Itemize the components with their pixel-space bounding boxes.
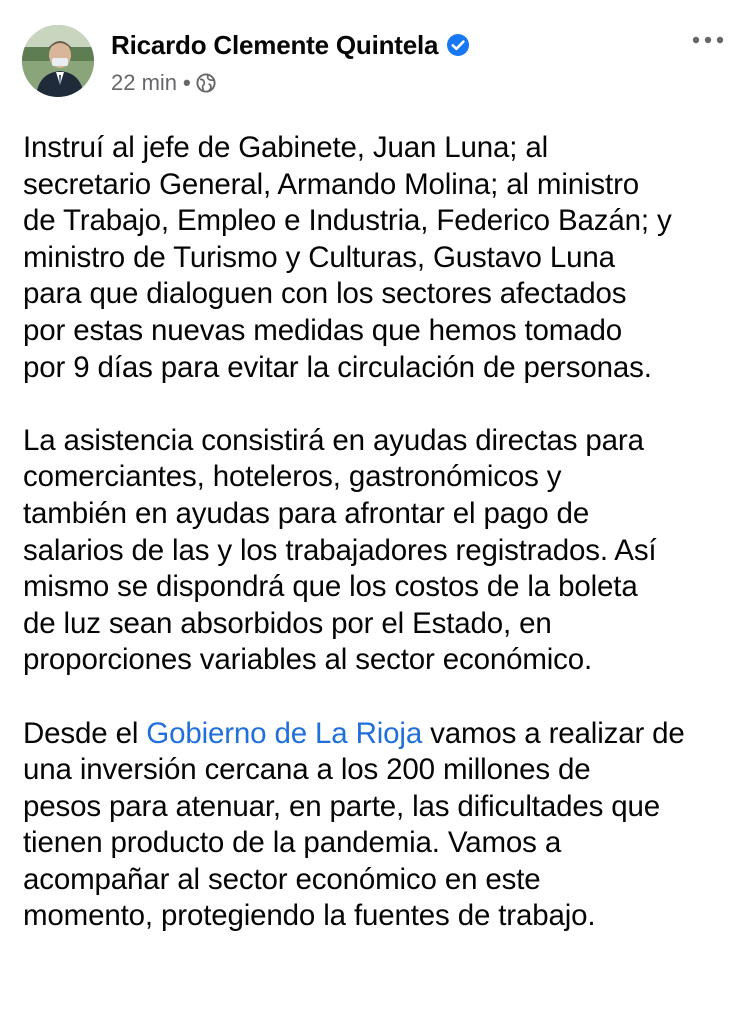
author-line xyxy=(111,28,470,62)
text-line: momento, protegiendo la fuentes de trabajo. xyxy=(23,899,596,933)
text-line: por estas nuevas medidas que hemos tomado xyxy=(23,313,622,347)
text-line: acompañar al sector económico en este xyxy=(23,862,541,896)
post-paragraph-2 xyxy=(23,423,738,679)
text-line: Instruí al jefe de Gabinete, Juan Luna; al xyxy=(23,131,549,164)
meta-separator: • xyxy=(183,70,191,95)
text-line: una inversión cercana a los 200 millones de xyxy=(23,753,591,787)
text-line: de Trabajo, Empleo e Industria, Federico Bazán; y xyxy=(23,204,672,238)
text-line xyxy=(23,716,738,753)
text-line: de luz sean absorbidos por el Estado, en xyxy=(23,606,552,640)
text-line: para que dialoguen con los sectores afectados xyxy=(23,277,627,311)
text-line: mismo se dispondrá que los costos de la boleta xyxy=(23,570,638,604)
author-avatar[interactable] xyxy=(22,25,94,97)
post-paragraph-1 xyxy=(23,130,738,386)
avatar-photo xyxy=(22,25,94,97)
post-meta xyxy=(111,70,216,96)
text-line: La asistencia consistirá en ayudas directas para xyxy=(23,423,644,457)
text-line: pesos para atenuar, en parte, las dificultades que xyxy=(23,789,661,823)
text-line: proporciones variables al sector económico. xyxy=(23,643,593,677)
post-header xyxy=(22,22,732,102)
text-line: salarios de las y los trabajadores registrados. Así xyxy=(23,533,657,567)
text-segment: Desde el xyxy=(23,716,147,750)
text-line: por 9 días para evitar la circulación de personas. xyxy=(23,350,652,384)
author-name[interactable]: Ricardo Clemente Quintela xyxy=(111,29,439,60)
text-segment: vamos a realizar de xyxy=(422,716,685,750)
more-options-icon[interactable] xyxy=(688,24,728,56)
page-mention-link[interactable]: Gobierno de La Rioja xyxy=(146,716,423,750)
text-line: ministro de Turismo y Culturas, Gustavo Luna xyxy=(23,240,615,274)
text-line: secretario General, Armando Molina; al ministro xyxy=(23,167,639,201)
post-text xyxy=(23,130,738,972)
text-line: comerciantes, hoteleros, gastronómicos y xyxy=(23,460,562,494)
post-timestamp[interactable]: 22 min xyxy=(111,70,178,95)
post-paragraph-3 xyxy=(23,716,738,936)
globe-icon[interactable] xyxy=(196,73,216,93)
verified-badge-icon xyxy=(446,33,470,57)
text-line: tienen producto de la pandemia. Vamos a xyxy=(23,826,562,860)
text-line: también en ayudas para afrontar el pago de xyxy=(23,496,590,530)
